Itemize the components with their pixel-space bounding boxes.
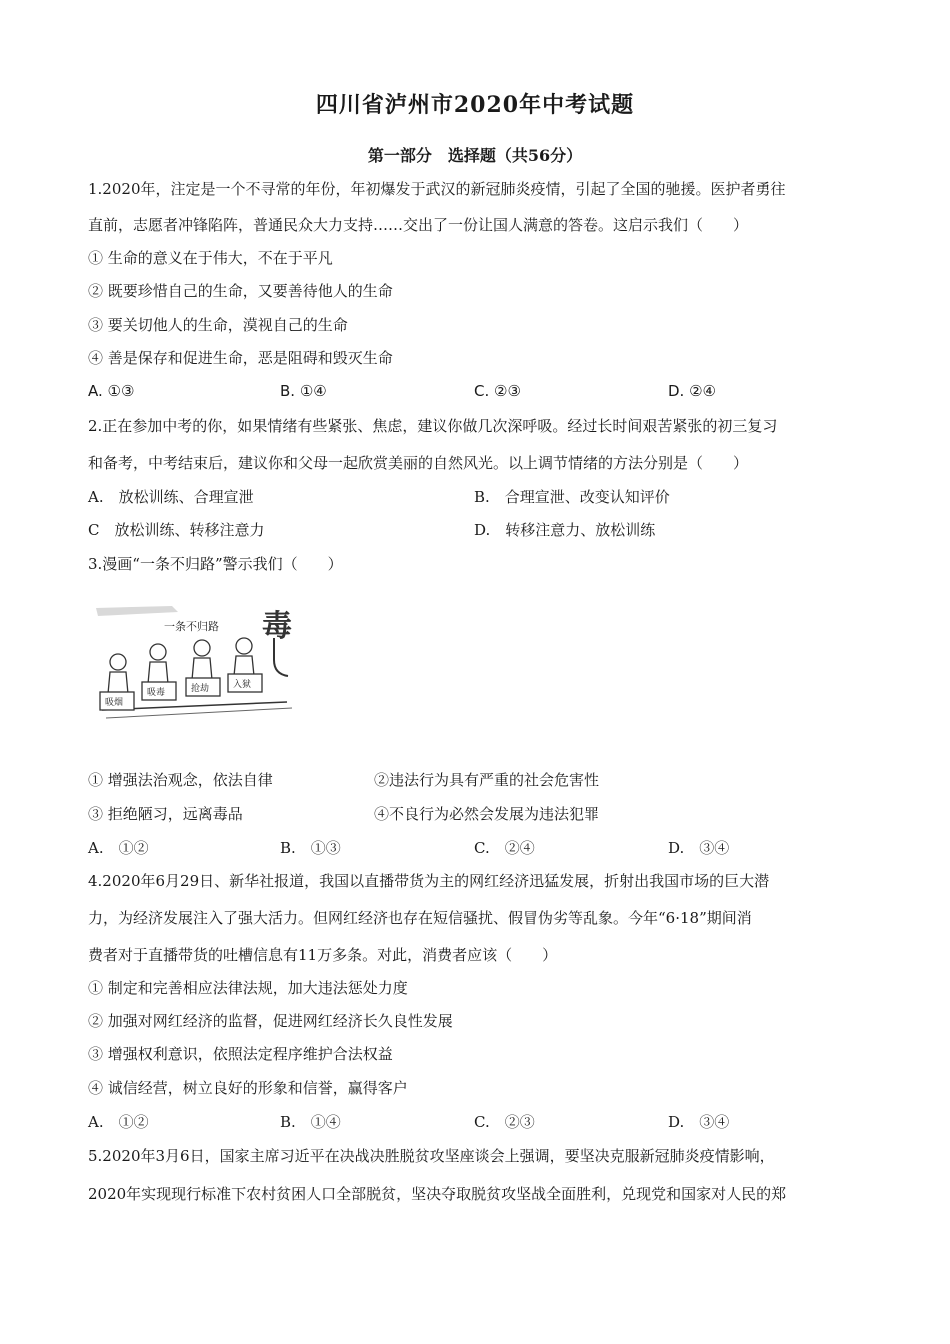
q4-option-d: D. ③④ [668,1113,730,1131]
cartoon-step-4: 入狱 [233,680,252,690]
q3-option-d: D. ③④ [668,839,730,857]
q4-stem-line3: 费者对于直播带货的吐槽信息有11万多条。对此，消费者应该（ ） [88,946,558,964]
q4-option-a: A. ①② [88,1113,149,1131]
q1-item-2: ② 既要珍惜自己的生命，又要善待他人的生命 [88,282,393,300]
q4-item-3: ③ 增强权利意识，依照法定程序维护合法权益 [88,1045,393,1063]
q5-stem-line2: 2020年实现现行标准下农村贫困人口全部脱贫，坚决夺取脱贫攻坚战全面胜利，兑现党和国家对人民的郑 [88,1185,787,1203]
cartoon-image [92,590,297,730]
q3-item-3: ③ 拒绝陋习，远离毒品 [88,805,243,823]
q2-option-b: B. 合理宣泄、改变认知评价 [474,488,670,506]
q1-option-b: B. ①④ [280,382,327,400]
cartoon-caption: 一条不归路 [164,620,219,633]
q1-item-1: ① 生命的意义在于伟大，不在于平凡 [88,249,333,267]
q3-option-a: A. ①② [88,839,149,857]
q2-stem-line1: 2.正在参加中考的你，如果情绪有些紧张、焦虑，建议你做几次深呼吸。经过长时间艰苦紧张的初三复习 [88,417,778,435]
q3-option-c: C. ②④ [474,839,535,857]
q4-item-1: ① 制定和完善相应法律法规，加大违法惩处力度 [88,979,408,997]
q5-stem-line1: 5.2020年3月6日，国家主席习近平在决战决胜脱贫攻坚座谈会上强调，要坚决克服新冠肺炎疫情影响， [88,1147,775,1165]
page-title: 四川省泸州市2020年中考试题 [315,92,635,118]
q1-item-4: ④ 善是保存和促进生命，恶是阻碍和毁灭生命 [88,349,393,367]
q4-item-2: ② 加强对网红经济的监督，促进网红经济长久良性发展 [88,1012,453,1030]
q1-stem-line1: 1.2020年，注定是一个不寻常的年份，年初爆发于武汉的新冠肺炎疫情，引起了全国的驰援。医护者勇往 [88,180,786,198]
q4-option-c: C. ②③ [474,1113,535,1131]
q2-option-a: A. 放松训练、合理宣泄 [88,488,254,506]
q4-stem-line2: 力，为经济发展注入了强大活力。但网红经济也存在短信骚扰、假冒伪劣等乱象。今年“6·18”期间消 [88,909,752,927]
q1-option-d: D. ②④ [668,382,716,400]
q1-stem-line2: 直前，志愿者冲锋陷阵，普通民众大力支持……交出了一份让国人满意的答卷。这启示我们（ ） [88,216,749,234]
q1-item-3: ③ 要关切他人的生命，漠视自己的生命 [88,316,348,334]
q1-option-c: C. ②③ [474,382,521,400]
q4-item-4: ④ 诚信经营，树立良好的形象和信誉，赢得客户 [88,1079,408,1097]
q3-item-4: ④不良行为必然会发展为违法犯罪 [374,805,600,823]
q3-item-1: ① 增强法治观念，依法自律 [88,771,273,789]
cartoon-tag: 毒 [262,609,292,644]
q2-option-d: D. 转移注意力、放松训练 [474,521,656,539]
cartoon-step-1: 吸烟 [105,698,124,708]
q3-option-b: B. ①③ [280,839,341,857]
cartoon-step-3: 抢劫 [191,684,210,694]
q1-option-a: A. ①③ [88,382,135,400]
q2-stem-line2: 和备考，中考结束后，建议你和父母一起欣赏美丽的自然风光。以上调节情绪的方法分别是（ ） [88,454,749,472]
q4-stem-line1: 4.2020年6月29日、新华社报道，我国以直播带货为主的网红经济迅猛发展，折射出我国市场的巨大潜 [88,872,770,890]
q3-item-2: ②违法行为具有严重的社会危害性 [374,771,600,789]
cartoon-step-2: 吸毒 [147,688,166,698]
q2-option-c: C 放松训练、转移注意力 [88,521,265,539]
q4-option-b: B. ①④ [280,1113,341,1131]
q3-stem-line1: 3.漫画“一条不归路”警示我们（ ） [88,555,343,573]
section-heading: 第一部分 选择题（共56分） [367,146,583,165]
